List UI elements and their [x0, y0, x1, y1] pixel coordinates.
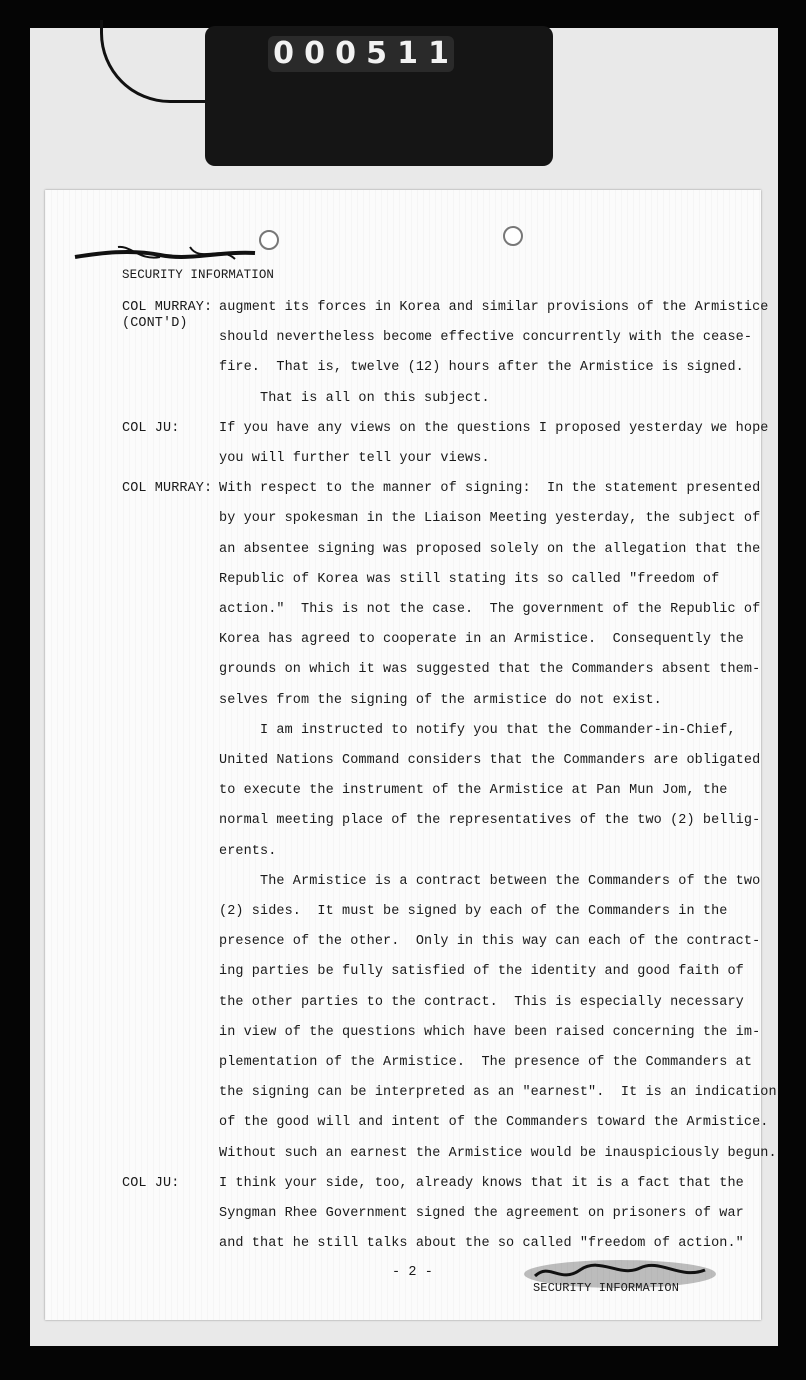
counter-digit: 0 [335, 36, 356, 71]
transcript-line: augment its forces in Korea and similar provisions of the Armistice [219, 300, 769, 315]
transcript-line: presence of the other. Only in this way can each of the contract- [219, 934, 761, 950]
transcript-line: by your spokesman in the Liaison Meeting yesterday, the subject of [219, 511, 761, 527]
transcript-line: erents. [219, 843, 277, 859]
counter-digit: 5 [366, 36, 387, 71]
punch-hole-right [503, 226, 523, 246]
frame-counter [268, 36, 454, 72]
transcript-line: normal meeting place of the representatives of the two (2) bellig- [219, 813, 761, 829]
transcript-line: With respect to the manner of signing: In the statement presented [219, 481, 761, 497]
transcript-line: the other parties to the contract. This is especially necessary [219, 994, 744, 1010]
transcript-line: I am instructed to notify you that the Commander-in-Chief, [219, 722, 736, 738]
transcript-line: in view of the questions which have been raised concerning the im- [219, 1024, 761, 1040]
speaker-label: COL MURRAY: [122, 300, 213, 315]
transcript-line: That is all on this subject. [219, 390, 490, 406]
speaker-label: COL JU: [122, 1175, 180, 1191]
counter-digit: 1 [428, 36, 449, 71]
transcript-line: selves from the signing of the armistice do not exist. [219, 692, 662, 708]
transcript-line: should nevertheless become effective concurrently with the cease- [219, 330, 753, 346]
transcript-line: grounds on which it was suggested that the Commanders absent them- [219, 662, 761, 678]
transcript-line: action." This is not the case. The government of the Republic of [219, 602, 761, 617]
transcript-line: fire. That is, twelve (12) hours after the Armistice is signed. [219, 360, 744, 376]
transcript-line: Republic of Korea was still stating its so called "freedom of [219, 571, 720, 587]
transcript-line: If you have any views on the questions I proposed yesterday we hope [219, 420, 769, 436]
speaker-label: (CONT'D) [122, 316, 188, 332]
footer-security-label: SECURITY INFORMATION [533, 1281, 680, 1295]
header-classification-stamp [70, 243, 270, 271]
header-security-label: SECURITY INFORMATION [122, 268, 275, 282]
speaker-label: COL MURRAY: [122, 481, 213, 497]
transcript-line: an absentee signing was proposed solely on the allegation that the [219, 541, 761, 557]
transcript-line: The Armistice is a contract between the Commanders of the two [219, 873, 761, 889]
transcript-line: the signing can be interpreted as an "earnest". It is an indication [219, 1085, 777, 1101]
transcript-line: plementation of the Armistice. The presence of the Commanders at [219, 1055, 753, 1070]
transcript-line: I think your side, too, already knows that it is a fact that the [219, 1175, 744, 1191]
page-number: - 2 - [392, 1265, 434, 1280]
transcript-line: United Nations Command considers that the Commanders are obligated [219, 753, 761, 768]
counter-digit: 0 [304, 36, 325, 71]
transcript-line: (2) sides. It must be signed by each of the Commanders in the [219, 904, 728, 919]
speaker-label: COL JU: [122, 420, 180, 436]
transcript-line: you will further tell your views. [219, 451, 490, 466]
transcript-line: of the good will and intent of the Commanders toward the Armistice. [219, 1115, 769, 1131]
counter-digit: 1 [397, 36, 418, 71]
transcript-line: and that he still talks about the so called "freedom of action." [219, 1236, 744, 1252]
transcript-line: to execute the instrument of the Armistice at Pan Mun Jom, the [219, 783, 728, 799]
transcript-line: Syngman Rhee Government signed the agreement on prisoners of war [219, 1206, 744, 1221]
transcript-line: Korea has agreed to cooperate in an Armistice. Consequently the [219, 632, 744, 648]
transcript-line: ing parties be fully satisfied of the identity and good faith of [219, 964, 744, 980]
counter-digit: 0 [273, 36, 294, 71]
transcript-line: Without such an earnest the Armistice would be inauspiciously begun. [219, 1145, 777, 1161]
